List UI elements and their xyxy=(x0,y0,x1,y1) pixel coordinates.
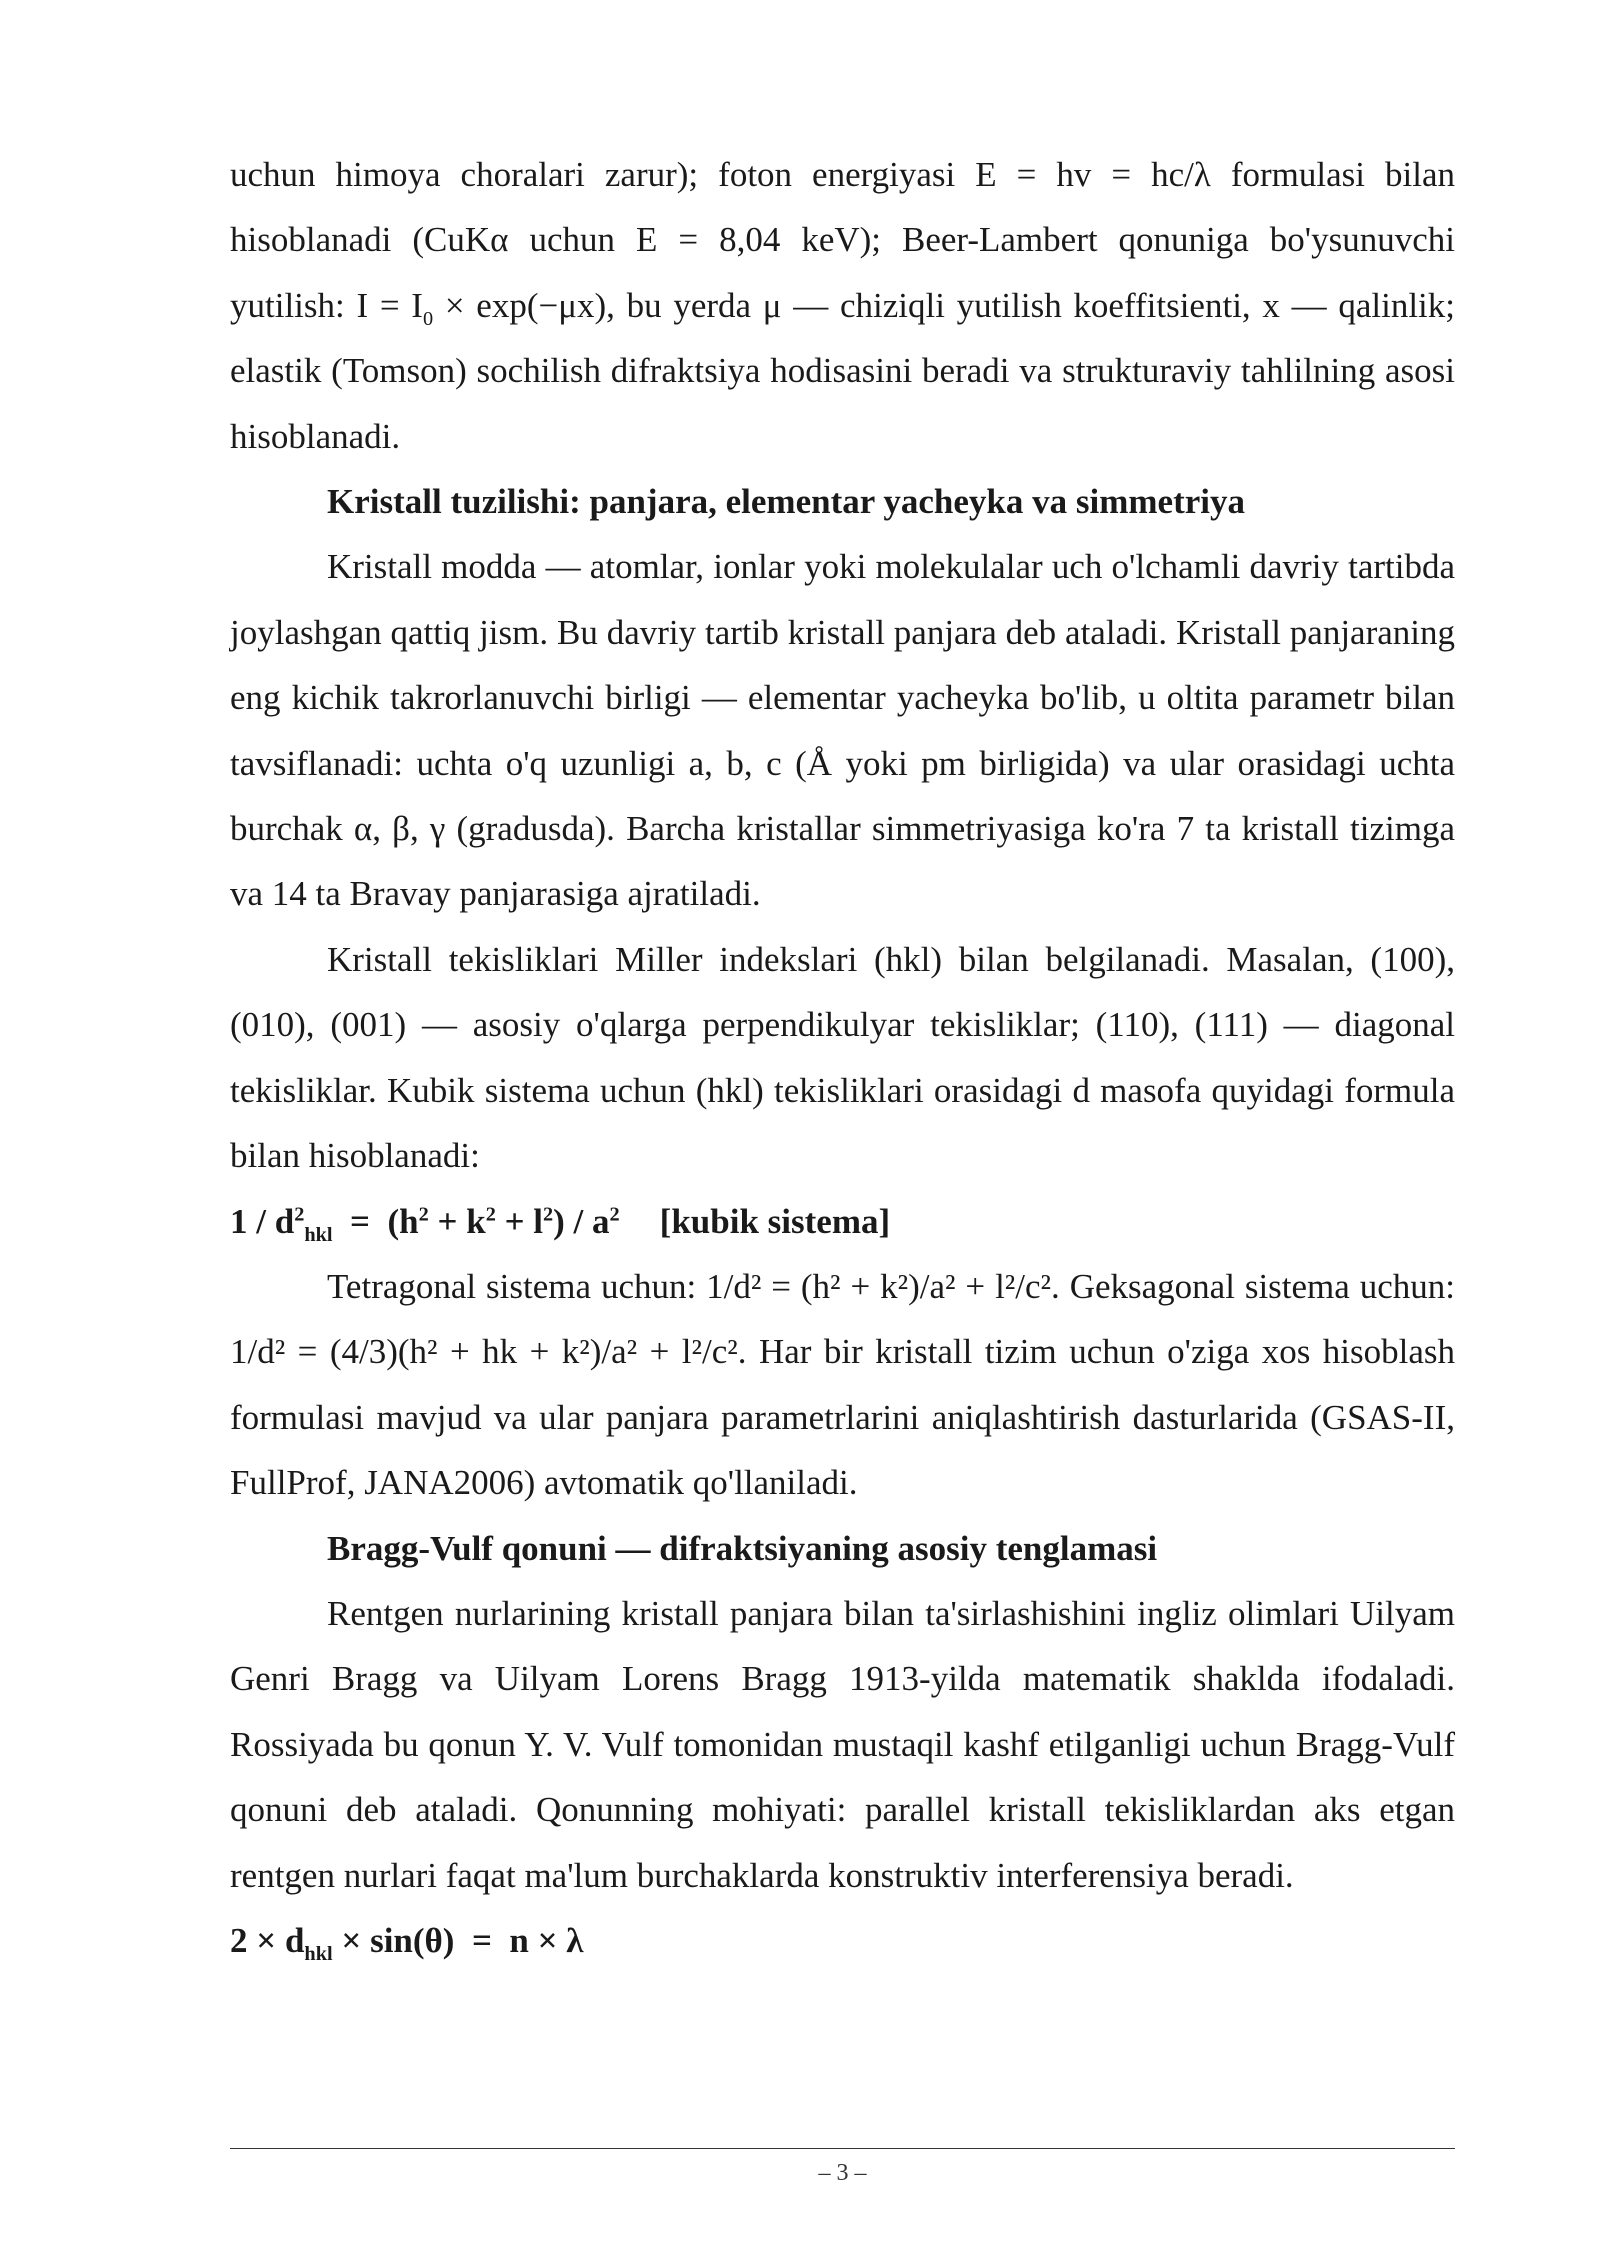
formula-cubic-spacing: $1 / d^2_{hkl} = (h^2 + k^2 + l^2) / a^2$ [kubik sistema] xyxy=(230,1201,891,1246)
subscript-zero: 0 xyxy=(422,307,434,330)
paragraph-continuation: uchun himoya choralari zarur); foton energiyasi E = hv = hc/λ formulasi bilan hisoblanadi (CuKα uchun E = 8,04 keV); Beer-Lambert qonuniga bo'ysunuvchi yutilish: $I = I_0 \times \exp(-\mu x)$, bu yerda μ — chiziqli yutilish koeffitsienti, x — qalinlik; elastik (Tomson) sochilish difraktsiya hodisasini beradi va strukturaviy tahlilning asosi hisoblanadi. xyxy=(230,155,1455,456)
paragraph-crystal-definition: Kristall modda — atomlar, ionlar yoki molekulalar uch o'lchamli davriy tartibda joylashgan qattiq jism. Bu davriy tartib kristall panjara deb ataladi. Kristall panjaraning eng kichik takrorlanuvchi birligi — elementar yacheyka bo'lib, u oltita parametr bilan tavsiflanadi: uchta o'q uzunligi a, b, c (Å yoki pm birligida) va ular orasidagi uchta burchak α, β, γ (gradusda). Barcha kristallar simmetriyasiga ko'ra 7 ta kristall tizimga va 14 ta Bravay panjarasiga ajratiladi. xyxy=(230,547,1455,914)
formula-bragg-equation: $2 \times d_{hkl} \times \sin(\theta) = n \times \lambda$ xyxy=(230,1920,584,1965)
page-number: – 3 – xyxy=(818,2160,867,2186)
section-heading-crystal-structure: Kristall tuzilishi: panjara, elementar yacheyka va simmetriya xyxy=(327,482,1245,522)
formula-note: [kubik sistema] xyxy=(659,1201,891,1241)
page-content xyxy=(230,142,1455,1973)
footer-divider xyxy=(230,2148,1455,2149)
section-heading-bragg-law: Bragg-Vulf qonuni — difraktsiyaning asosiy tenglamasi xyxy=(327,1528,1158,1568)
paragraph-tetragonal-hexagonal: Tetragonal sistema uchun: 1/d² = (h² + k²)/a² + l²/c². Geksagonal sistema uchun: 1/d² = (4/3)(h² + hk + k²)/a² + l²/c². Har bir kristall tizim uchun o'ziga xos hisoblash formulasi mavjud va ular panjara parametrlarini aniqlashtirish dasturlarida (GSAS-II, FullProf, JANA2006) avtomatik qo'llaniladi. xyxy=(230,1266,1455,1503)
paragraph-miller-indices: Kristall tekisliklari Miller indekslari (hkl) bilan belgilanadi. Masalan, (100), (010), (001) — asosiy o'qlarga perpendikulyar tekisliklar; (110), (111) — diagonal tekisliklar. Kubik sistema uchun (hkl) tekisliklari orasidagi d masofa quyidagi formula bilan hisoblanadi: xyxy=(230,939,1455,1176)
paragraph-bragg-history: Rentgen nurlarining kristall panjara bilan ta'sirlashishini ingliz olimlari Uilyam Genri Bragg va Uilyam Lorens Bragg 1913-yilda matematik shaklda ifodaladi. Rossiyada bu qonun Y. V. Vulf tomonidan mustaqil kashf etilganligi uchun Bragg-Vulf qonuni deb ataladi. Qonunning mohiyati: parallel kristall tekisliklardan aks etgan rentgen nurlari faqat ma'lum burchaklarda konstruktiv interferensiya beradi. xyxy=(230,1593,1455,1895)
